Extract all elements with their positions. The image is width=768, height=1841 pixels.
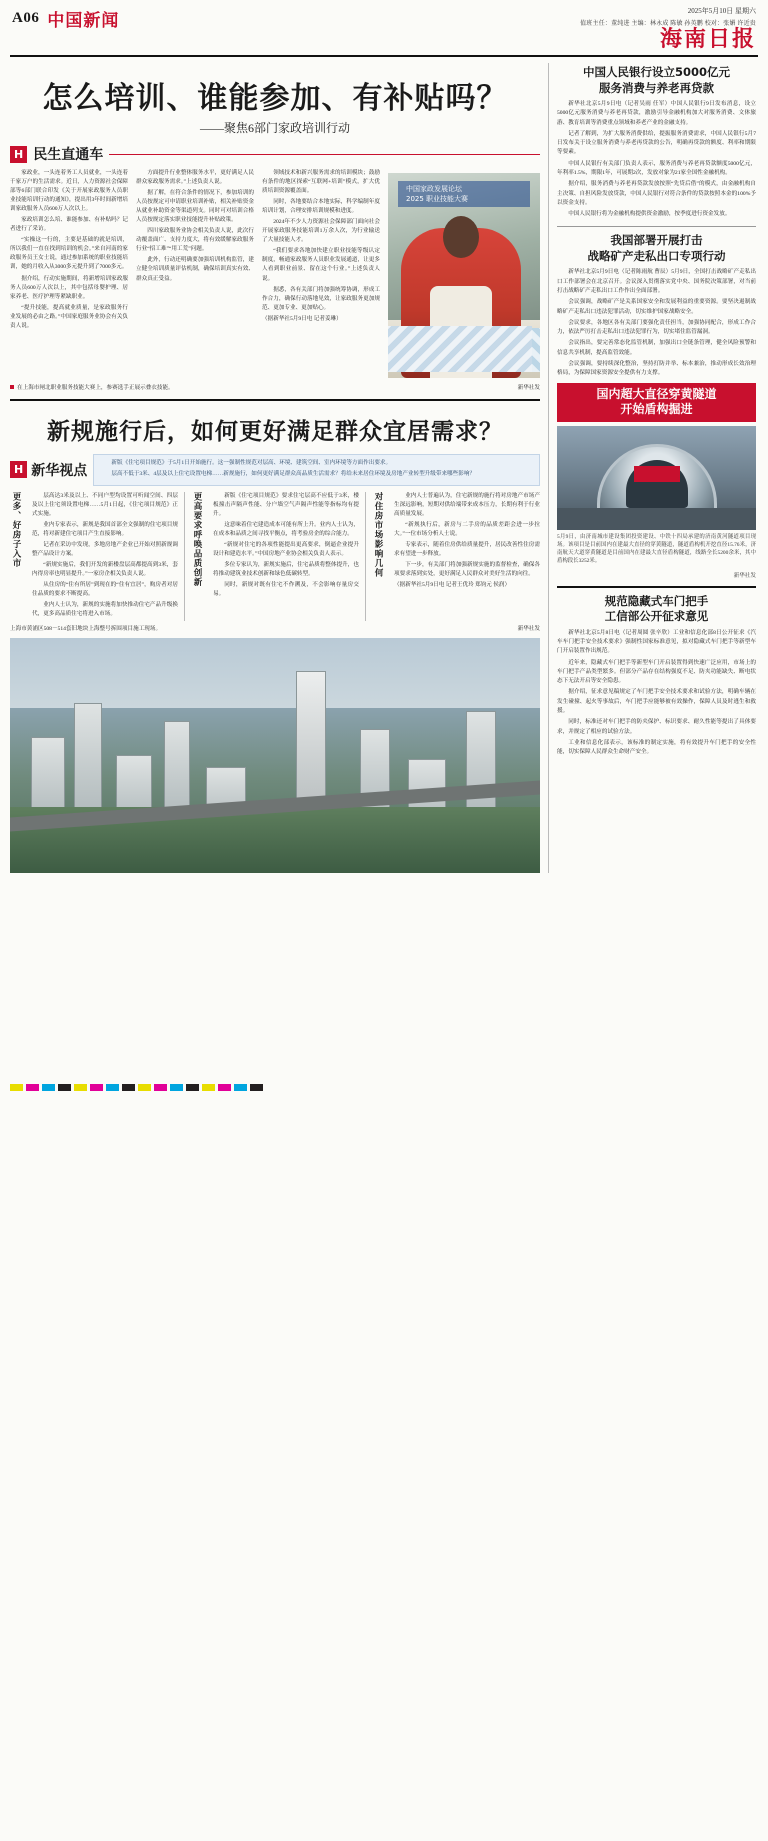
color-swatch bbox=[138, 1084, 151, 1091]
story-divider bbox=[557, 226, 756, 227]
paragraph: 同时，各地要结合本地实际，科学编制年度培训计划，合理安排培训规模和进度。 bbox=[262, 199, 380, 215]
paragraph: 四川家政服务业协会相关负责人说，此次行动覆盖面广、支持力度大，将有效缓解家政服务行业“招工难”“用工荒”问题。 bbox=[136, 228, 254, 253]
feature-col-3 bbox=[394, 492, 540, 622]
paragraph: 中国人民银行将为金融机构提供资金激励，按季度进行资金发放。 bbox=[568, 211, 731, 218]
city-photo-caption bbox=[10, 624, 540, 632]
tunnel-caption: 5月9日，由济南城市建设集团投资建设、中铁十四局承建的济南黄河隧道项目现场。该项目是目前国内在建最大直径的穿黄隧道，隧道盾构机开挖直径15.76米，济南航天大道穿黄隧道是目前国内在建最大直径盾构隧道，线路全长5200余米，其中盾构段长3252米。 bbox=[557, 533, 756, 565]
vertical-label-text: 更多、好房子入市 bbox=[11, 491, 21, 568]
color-swatch bbox=[90, 1084, 103, 1091]
story-divider bbox=[557, 586, 756, 588]
photo-head bbox=[443, 216, 479, 258]
paragraph: “新规实施后，我们开发的新楼盘层高都提高到3米，套内得房率也明显提升。”一家房企相关负责人说。 bbox=[32, 562, 178, 578]
story-title: 我国部署开展打击 战略矿产走私出口专项行动 bbox=[587, 233, 726, 263]
paragraph: 业内人士认为，新规的实施将加快推动住宅产品升级换代，更多高品质住宅将进入市场。 bbox=[32, 602, 178, 618]
paragraph: 新版《住宅项目规范》要求住宅层高不应低于3米，楼板撞击声隔声性能、分户墙空气声隔声性能等指标均有提升。 bbox=[213, 492, 359, 517]
lead-headline: 怎么培训、谁能参加、有补贴吗？ bbox=[42, 81, 508, 116]
paragraph: 会议强调，要持续深化整治，坚持打防并举、标本兼治，推动形成长效治理格局，为保障国家资源安全提供有力支撑。 bbox=[557, 360, 756, 377]
paragraph: 同时，新规对既有住宅不作溯及，不会影响存量房交易。 bbox=[213, 582, 359, 598]
dateline: 新华社北京5月9日电（记者陈雨航 曹辰）5月9日，全国打击战略矿产走私出口工作部署会在北京召开。会议深入贯彻落实党中央、国务院决策部署，对当前打击战略矿产走私出口工作作出全面部署。 bbox=[557, 269, 756, 294]
lead-subheadline: ——聚焦6部门家政培训行动 bbox=[199, 121, 350, 135]
page-number: A06 bbox=[12, 10, 40, 26]
color-swatch bbox=[186, 1084, 199, 1091]
vertical-label-text: 更高要求呼唤品质创新 bbox=[192, 491, 202, 587]
story-doorhandle bbox=[557, 594, 756, 758]
story-title: 中国人民银行设立5000亿元 服务消费与养老再贷款 bbox=[582, 65, 730, 95]
paragraph: “新规执行后，新房与二手房的品质差距会进一步拉大。”一位市场分析人士说。 bbox=[394, 522, 540, 538]
feature-two-headline: 新规施行后，如何更好满足群众宜居需求？ bbox=[47, 419, 503, 445]
paragraph: 记者在采访中发现，多地房地产企业已开始对照新规调整产品设计方案。 bbox=[32, 542, 178, 558]
paragraph: 据了解，在符合条件的情况下，参加培训的人员按规定可申请职业培训补贴，相关补贴资金从就业补助资金等渠道列支。同时可对培训合格人员按规定落实职业技能提升补贴政策。 bbox=[136, 190, 254, 224]
lead-top-block bbox=[10, 169, 540, 380]
vertical-label-1 bbox=[10, 492, 26, 622]
paragraph: 家政培训怎么培、谁能参加、有补贴吗？记者进行了采访。 bbox=[10, 217, 128, 233]
masthead-right bbox=[580, 6, 756, 51]
paragraph: 层高达3米及以上、不同户型均设置可听闻空间、四层及以上住宅须设置电梯……5月1日起，《住宅项目规范》正式实施。 bbox=[32, 492, 178, 517]
feature-two-columns bbox=[10, 492, 540, 622]
brand-h-icon: H bbox=[10, 461, 27, 478]
color-swatch bbox=[42, 1084, 55, 1091]
masthead bbox=[10, 0, 758, 57]
color-swatch bbox=[122, 1084, 135, 1091]
xinhua-tag-label: 新华视点 bbox=[31, 462, 88, 479]
feature-col-1 bbox=[32, 492, 178, 622]
color-swatch bbox=[10, 1084, 23, 1091]
paragraph: 业内专家表示，新规是我国首部全文强制的住宅项目规范，将对新建住宅项目产生直接影响。 bbox=[32, 522, 178, 538]
column-divider bbox=[184, 492, 185, 622]
paragraph: 据悉，各有关部门将加强统筹协调，形成工作合力，确保行动落地见效，让家政服务更加规范、更加专业、更加贴心。 bbox=[262, 286, 380, 311]
paragraph: 层高不低于3米、4层及以上住宅设置电梯……新规施行，如何更好满足群众高品质生活需求？将给未来居住环境及房地产业转型升级带来哪些影响？ bbox=[111, 470, 476, 477]
paragraph: “新规对住宅的各项性能提出更高要求，倒逼企业提升设计和建造水平。”中国房地产业协会相关负责人表示。 bbox=[213, 542, 359, 558]
color-swatch bbox=[74, 1084, 87, 1091]
photo-red-banner bbox=[634, 466, 680, 482]
color-swatch bbox=[106, 1084, 119, 1091]
paragraph: 新版《住宅项目规范》于5月1日开始施行。这一强制性规范对层高、环境、建筑空间、室内环境等方面作出要求。 bbox=[111, 460, 392, 466]
dateline: 新华社北京5月9日电（记者吴雨 任军）中国人民银行9日发布消息，设立5000亿元服务消费与养老再贷款，激励引导金融机构加大对服务消费、文体旅游、教育培训等消费重点领域和养老产业的金融支持。 bbox=[557, 101, 756, 126]
lead-photo-caption bbox=[10, 383, 540, 391]
color-swatch bbox=[58, 1084, 71, 1091]
tunnel-caption-source: 新华社发 bbox=[733, 572, 756, 579]
newspaper-logo: 海南日报 bbox=[659, 27, 756, 52]
vertical-label-3 bbox=[372, 492, 388, 622]
color-swatch bbox=[154, 1084, 167, 1091]
paragraph: 家政业，一头连着务工人员就业，一头连着千家万户的生活需求。近日，人力资源社会保障部等6部门联合印发《关于开展家政服务人员职业技能培训行动的通知》，提出用3年时间新增培训家政服务人员600万人次以上。 bbox=[10, 170, 128, 213]
page-body bbox=[10, 57, 758, 873]
lead-col-2 bbox=[136, 169, 254, 380]
paragraph: 会议指出，要完善常态化监管机制，加强出口全链条管理，健全风险预警和信息共享机制，提高监管效能。 bbox=[557, 340, 756, 356]
paragraph: 方面提升行业整体服务水平，更好满足人民群众家政服务需求。”上述负责人说。 bbox=[136, 170, 254, 186]
paragraph: 据介绍，行动实施期间，将新增培训家政服务人员600万人次以上，其中包括母婴护理、居家养老、医疗护理等紧缺职业。 bbox=[10, 275, 128, 300]
brand-h-icon: H bbox=[10, 146, 27, 163]
paragraph: 记者了解到，为扩大服务消费供给，提振服务消费需求，中国人民银行5月7日发布关于设立服务消费与养老再贷款的公告，明确再贷款的额度、利率和期限等要素。 bbox=[557, 130, 756, 156]
story-pboc bbox=[557, 65, 756, 219]
caption-text: 在上海市闸北职业服务技能大赛上，参赛选手正展示叠衣技能。 bbox=[17, 385, 174, 391]
lead-tag-label: 民生直通车 bbox=[33, 147, 104, 163]
main-column bbox=[10, 63, 540, 873]
color-swatch bbox=[234, 1084, 247, 1091]
paragraph: 会议要求，各地区各有关部门要强化责任担当，加强协同配合，形成工作合力，依法严厉打击走私出口违法犯罪行为，切实堵住监管漏洞。 bbox=[557, 319, 756, 336]
paragraph: 会议强调，战略矿产是关系国家安全和发展利益的重要资源。要坚决遏制战略矿产走私出口违法犯罪活动，切实维护国家战略安全。 bbox=[557, 299, 756, 315]
photo-banner-text: 中国家政发展论坛 2025 职业技能大赛 bbox=[398, 181, 530, 207]
xinhua-summary-box bbox=[93, 454, 540, 486]
color-swatch bbox=[26, 1084, 39, 1091]
photo-ground bbox=[557, 508, 756, 530]
photo-cloth-right bbox=[388, 326, 532, 372]
color-swatch bbox=[250, 1084, 263, 1091]
paragraph: 从住房的“住有所居”到现在的“住有宜居”，购房者对居住品质的要求不断提高。 bbox=[32, 582, 178, 598]
section-title: 中国新闻 bbox=[47, 11, 120, 31]
paragraph: 据介绍，服务消费与养老再贷款发放按照“先贷后借”的模式，由金融机构自主决策、自担风险发放贷款，中国人民银行对符合条件的贷款按照本金的100%予以资金支持。 bbox=[557, 181, 756, 206]
feature-two bbox=[10, 399, 540, 873]
editorial-credits: 值班主任：董纯进 主编：林永成 陈敏 孙英鹏 校对：张媚 许近贵 bbox=[580, 21, 756, 27]
lead-photo-block bbox=[388, 173, 540, 378]
lead-col-3 bbox=[262, 169, 380, 380]
color-swatch bbox=[218, 1084, 231, 1091]
story-title: 规范隐藏式车门把手 工信部公开征求意见 bbox=[604, 593, 709, 624]
caption-source: 新华社发 bbox=[517, 385, 540, 391]
color-swatch bbox=[202, 1084, 215, 1091]
article-byline: （据新华社5月9日电 记者王优玲 郑钧元 侯润） bbox=[394, 582, 511, 589]
paragraph: 此外，行动还明确要加强培训机构监管，建立健全培训质量评估机制，确保培训真实有效、群众真正受益。 bbox=[136, 257, 254, 282]
paragraph: “提升技能，提高就业质量，是家政服务行业发展的必由之路。”中国家庭服务业协会有关负责人说。 bbox=[10, 304, 128, 329]
paragraph: 专家表示，随着住房供给质量提升，居民改善性住房需求有望进一步释放。 bbox=[394, 542, 540, 558]
lead-col-1 bbox=[10, 169, 128, 380]
paragraph: 据介绍，征求意见稿规定了车门把手安全技术要求和试验方法，明确车辆在发生碰撞、起火等事故后，车门把手应能够被有效操作，保障人员及时逃生和救援。 bbox=[557, 689, 756, 715]
column-divider bbox=[365, 492, 366, 622]
vertical-label-2 bbox=[191, 492, 207, 622]
paragraph: “我们要求各地加快建立职业技能等级认定制度，畅通家政服务人员职业发展通道，让更多人看到职业前景、留在这个行业。”上述负责人说。 bbox=[262, 248, 380, 282]
color-swatch bbox=[170, 1084, 183, 1091]
tunnel-photo bbox=[557, 426, 756, 530]
caption-source: 新华社发 bbox=[517, 626, 540, 633]
paragraph: 工业和信息化部表示，该标准的制定实施，将有效提升车门把手的安全性能，切实保障人民群众生命财产安全。 bbox=[557, 739, 756, 756]
xinhua-row bbox=[10, 454, 540, 486]
feature-col-2 bbox=[213, 492, 359, 622]
paragraph: 领域技术和新兴服务需求的培训模块；鼓励有条件的地区探索“互联网+培训”模式，扩大优质培训资源覆盖面。 bbox=[262, 170, 380, 195]
lead-tagbar bbox=[10, 144, 540, 164]
xinhua-tagbar bbox=[10, 454, 87, 486]
paragraph: 中国人民银行有关部门负责人表示，服务消费与养老再贷款额度5000亿元，年利率1.5%，期限1年，可展期2次，发放对象为21家全国性金融机构。 bbox=[557, 160, 756, 176]
tag-rule bbox=[109, 154, 540, 155]
paragraph: 下一步，有关部门将加强新规实施的监督检查，确保各项要求落到实处，更好满足人民群众对美好生活的向往。 bbox=[394, 562, 540, 578]
paragraph: 近年来，隐藏式车门把手等新型车门开启装置得到快速广泛应用，市场上的车门把手产品类型繁多。但部分产品存在结构强度不足、防夹功能缺失、断电状态下无法开启等安全隐患。 bbox=[557, 659, 756, 685]
dateline: 新华社北京5月8日电（记者周圆 张辛欣）工业和信息化部8日公开征求《汽车车门把手安全技术要求》强制性国家标准意见，拟对隐藏式车门把手等新型车门开启装置作出规范。 bbox=[557, 629, 756, 655]
bullet-square-icon bbox=[10, 385, 14, 389]
publication-date: 2025年5月10日 星期六 bbox=[687, 7, 756, 15]
paragraph: 这意味着住宅建造成本可能有所上升。业内人士认为，在成本和品质之间寻找平衡点，将考验房企的综合能力。 bbox=[213, 522, 359, 538]
paragraph: 同时，标准还对车门把手的防夹保护、标识要求、耐久性能等提出了具体要求，并规定了相应的试验方法。 bbox=[557, 719, 756, 735]
paragraph: 业内人士普遍认为，住宅新规的施行将对房地产市场产生深远影响，短期对供给端带来成本压力，长期有利于行业高质量发展。 bbox=[394, 492, 540, 517]
right-rail bbox=[548, 63, 756, 873]
masthead-left bbox=[12, 6, 119, 31]
vertical-label-text: 对住房市场影响几何 bbox=[373, 491, 383, 578]
caption-text: 上海市黄浦区508－514套旧地块上海整号拆围项目施工现场。 bbox=[10, 626, 162, 633]
city-photo bbox=[10, 638, 540, 873]
paragraph: 2024年不少人力资源社会保障部门面向社会开展家政服务技能培训1万余人次，为行业输送了大量技能人才。 bbox=[262, 219, 380, 244]
registration-color-bar bbox=[10, 1084, 263, 1091]
lead-photo bbox=[388, 173, 540, 378]
paragraph: 多位专家认为，新规实施后，住宅品质将整体提升，也将推动建筑业技术创新和绿色低碳转型。 bbox=[213, 562, 359, 578]
story-mining bbox=[557, 233, 756, 378]
article-byline: （据新华社5月9日电 记者姜琳） bbox=[262, 315, 342, 322]
photo-sky bbox=[10, 638, 540, 708]
tunnel-banner: 国内超大直径穿黄隧道 开始盾构掘进 bbox=[557, 383, 756, 422]
paragraph: “实操这一行的，主要是基础的就是培训，所以我们一直在找到培训的机会。”来自河南的家政服务员王女士说，通过参加系统的职业技能培训，她的月收入从3000多元提升到了7000多元。 bbox=[10, 237, 128, 271]
